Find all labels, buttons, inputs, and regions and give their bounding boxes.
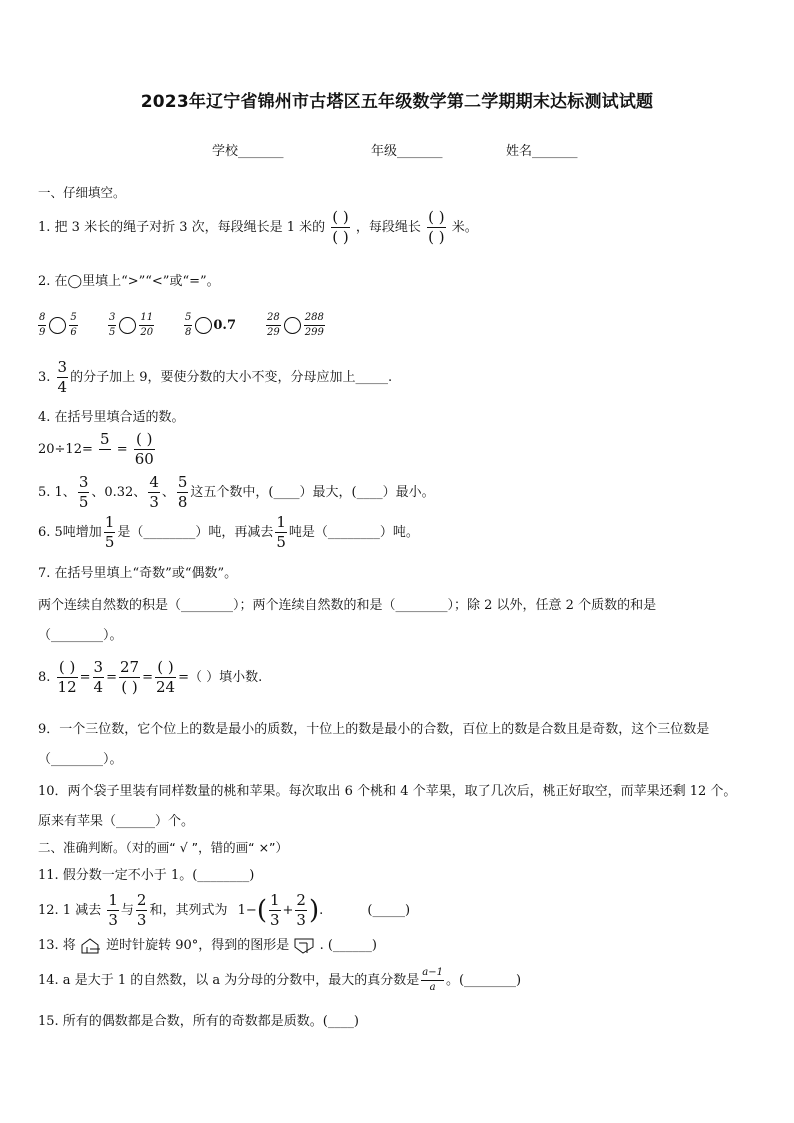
q1-f2-num: ( ) (428, 208, 445, 226)
q2-i4-rn: 288 (304, 312, 324, 323)
q7-line-2: 两个连续自然数的积是（________）；两个连续自然数的和是（________）；除 2 以外，任意 2 个质数的和是 (38, 598, 657, 613)
q12-expr-minus: − (245, 903, 257, 918)
q6-a: 6. 5吨增加 (38, 525, 102, 540)
q5-f1d: 5 (78, 493, 89, 511)
question-12 (38, 893, 410, 928)
q13-c: . (______) (319, 938, 377, 953)
q2-i4-ln: 28 (267, 312, 280, 323)
q5-d: 这五个数中，(____）最大，(____）最小。 (190, 485, 435, 500)
q8-num: 8. (38, 670, 51, 685)
q2-item-1 (36, 313, 80, 338)
q5-f1n: 3 (78, 473, 89, 491)
grade-field (371, 140, 443, 159)
grade-blank: _______ (397, 144, 443, 159)
q8-n3: 27 (120, 658, 140, 676)
grade-label: 年级 (371, 144, 398, 159)
q1-fraction-1 (331, 210, 349, 245)
q1-text-b: ，每段绳长 (355, 220, 421, 235)
q5-f2n: 4 (149, 473, 159, 491)
q2-item-4 (264, 313, 327, 338)
original-shape-icon (80, 937, 102, 955)
q2-i2-rn: 11 (140, 312, 154, 323)
q14-b: 。(________) (445, 973, 522, 988)
q1-text-c: 米。 (451, 220, 478, 235)
q4-fn: 5 (100, 430, 110, 448)
q12-c: 和，其列式为 (149, 903, 228, 918)
q5-f2d: 3 (149, 493, 159, 511)
q7-line-3: （________）。 (38, 628, 123, 643)
q1-text-a: 1. 把 3 米长的绳子对折 3 次，每段绳长是 1 米的 (38, 220, 326, 235)
q1-f1-den: ( ) (332, 228, 349, 246)
question-5 (38, 475, 435, 510)
q10-line-2: 原来有苹果（______）个。 (38, 814, 195, 829)
compare-circle (284, 317, 301, 334)
question-6 (38, 515, 419, 550)
q2-i3-ld: 8 (185, 327, 192, 338)
school-blank: _______ (238, 144, 284, 159)
name-field (506, 140, 578, 159)
compare-circle (119, 317, 136, 334)
q8-d4: 24 (156, 678, 176, 696)
q5-b: 、0.32、 (91, 485, 147, 500)
q2-i3-right: 0.7 (213, 318, 236, 333)
q5-f3d: 8 (177, 493, 188, 511)
q12-f1n: 1 (108, 891, 118, 909)
q8-d1: 12 (57, 678, 77, 696)
page-title: 2023年辽宁省锦州市古塔区五年级数学第二学期期末达标测试试题 (140, 92, 654, 112)
q3-fd: 4 (57, 378, 68, 396)
q9-line-2: （________）。 (38, 752, 123, 767)
name-label: 姓名 (506, 144, 533, 159)
q12-expr-f1n: 1 (269, 891, 280, 909)
q12-expr-lparen: ( (256, 895, 267, 926)
q4-fd: 60 (134, 450, 154, 468)
q12-expr-f2d: 3 (296, 911, 306, 929)
q14-a: 14. a 是大于 1 的自然数，以 a 为分母的分数中，最大的真分数是 (38, 973, 420, 988)
question-14 (38, 968, 521, 993)
q8-paren-1: ( ) (58, 658, 76, 676)
q2-i4-rd: 299 (304, 327, 324, 338)
q2-i2-ld: 5 (109, 327, 116, 338)
q12-b: 与 (120, 903, 134, 918)
q2-i2-rd: 20 (140, 327, 154, 338)
q2-i1-ln: 8 (39, 312, 46, 323)
q2-i1-ld: 9 (39, 327, 46, 338)
q3-text: 的分子加上 9，要使分数的大小不变，分母应加上_____. (70, 370, 393, 385)
q12-f2d: 3 (136, 911, 147, 929)
q2-i2-ln: 3 (109, 312, 116, 323)
question-2: 2. 在◯里填上“>”“<”或“=”。 (38, 274, 220, 289)
q12-f2n: 2 (136, 891, 147, 909)
q12-expr-plus: + (282, 903, 294, 918)
question-8 (38, 660, 262, 695)
question-13 (38, 934, 377, 955)
q8-paren-2: ( ) (121, 678, 138, 696)
q13-a: 13. 将 (38, 938, 76, 953)
q3-num: 3. (38, 370, 51, 385)
q2-i1-rd: 6 (70, 327, 77, 338)
q6-fn-2: 1 (276, 513, 286, 531)
question-10: 10．两个袋子里装有同样数量的桃和苹果。每次取出 6 个桃和 4 个苹果，取了几次后，桃正好取空，而苹果还剩 12 个。 (38, 784, 737, 799)
q12-e: (_____) (367, 903, 411, 918)
section-1-heading: 一、仔细填空。 (38, 185, 126, 200)
q2-item-3 (182, 313, 236, 338)
q3-fn: 3 (57, 358, 68, 376)
q4-equation (38, 432, 157, 467)
q2-i3-ln: 5 (185, 312, 192, 323)
name-blank: _______ (532, 144, 578, 159)
q8-paren-3: ( ) (157, 658, 174, 676)
q14-fn: a−1 (422, 967, 443, 978)
question-7: 7. 在括号里填上“奇数”或“偶数”。 (38, 566, 238, 581)
q6-fd-2: 5 (276, 533, 286, 551)
q1-f2-den: ( ) (428, 228, 445, 246)
q12-expr-f2n: 2 (296, 891, 306, 909)
question-3 (38, 360, 392, 395)
q4-eq: = (116, 442, 128, 457)
question-15: 15. 所有的偶数都是合数，所有的奇数都是质数。(____) (38, 1014, 359, 1029)
question-1 (38, 210, 478, 245)
q1-fraction-2 (427, 210, 445, 245)
q6-b: 是（________）吨，再减去 (117, 525, 274, 540)
compare-circle (49, 317, 66, 334)
q12-f1d: 3 (108, 911, 118, 929)
q5-a: 5. 1、 (38, 485, 76, 500)
q8-tail: =（ ）填小数. (178, 670, 263, 685)
q2-i1-rn: 5 (70, 312, 77, 323)
rotated-shape-icon (293, 937, 315, 955)
q12-d: . (319, 903, 324, 918)
q13-b: 逆时针旋转 90°，得到的图形是 (106, 938, 290, 953)
q8-eq-2: = (106, 670, 117, 685)
q4-paren: ( ) (136, 430, 153, 448)
q12-expr-f1d: 3 (269, 911, 280, 929)
q6-fd-1: 5 (104, 533, 115, 551)
section-2-heading: 二、准确判断。（对的画“ √ ”，错的画“ ×”） (38, 840, 289, 855)
q6-c: 吨是（________）吨。 (288, 525, 419, 540)
q5-f3n: 5 (177, 473, 188, 491)
school-label: 学校 (212, 144, 239, 159)
q8-d2: 4 (93, 678, 104, 696)
q12-expression (237, 891, 328, 929)
question-4: 4. 在括号里填合适的数。 (38, 410, 185, 425)
q12-expr-rparen: ) (308, 895, 320, 926)
q4-lhs: 20÷12= (38, 442, 93, 457)
compare-circle (195, 317, 212, 334)
school-field (212, 140, 284, 159)
q1-f1-num: ( ) (332, 208, 349, 226)
q2-item-2 (106, 313, 156, 338)
q14-fd: a (429, 982, 436, 993)
question-11: 11. 假分数一定不小于 1。(________) (38, 868, 255, 883)
q8-n2: 3 (93, 658, 104, 676)
q6-fn-1: 1 (104, 513, 115, 531)
q8-eq-1: = (79, 670, 91, 685)
q12-expr-one: 1 (237, 903, 246, 918)
question-9: 9．一个三位数，它个位上的数是最小的质数，十位上的数是最小的合数，百位上的数是合数且是奇数，这个三位数是 (38, 722, 710, 737)
q5-c: 、 (161, 485, 175, 500)
q2-i4-ld: 29 (267, 327, 280, 338)
q8-eq-3: = (142, 670, 153, 685)
q12-a: 12. 1 减去 (38, 903, 102, 918)
